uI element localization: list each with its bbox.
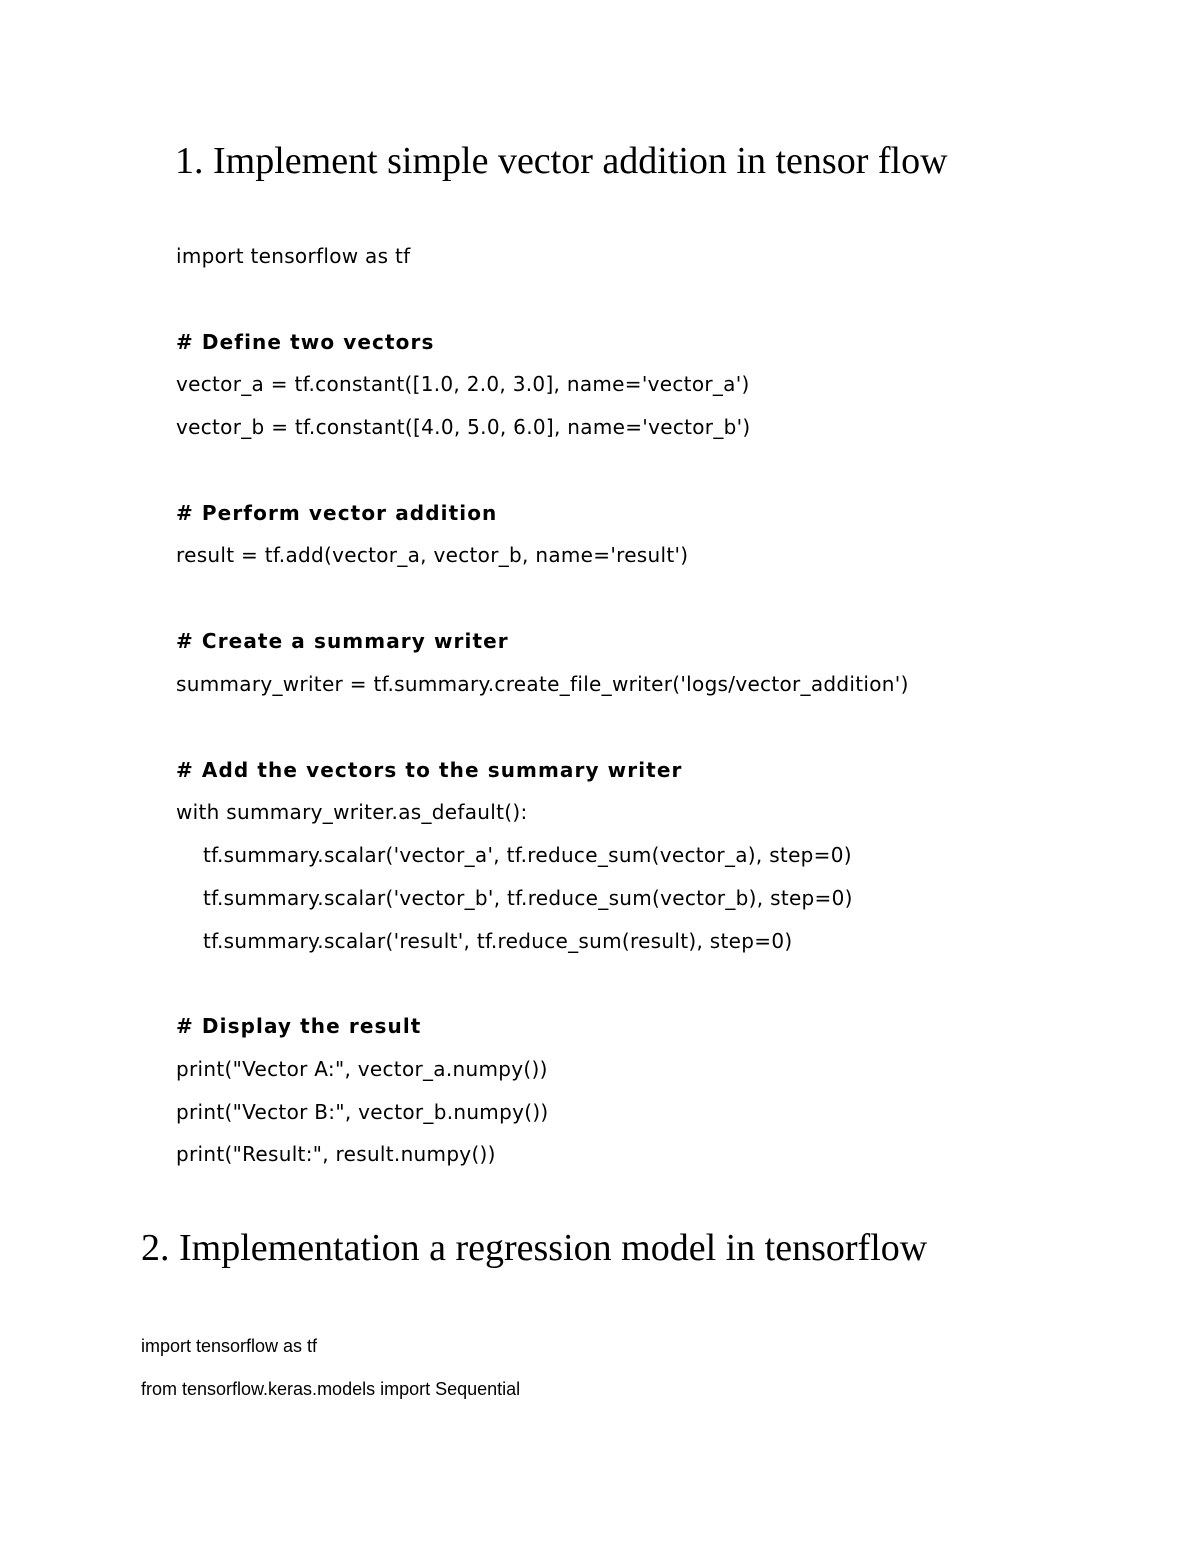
code-comment-perform-addition: # Perform vector addition <box>176 501 498 525</box>
code-line-scalar-vector-a: tf.summary.scalar('vector_a', tf.reduce_sum(vector_a), step=0) <box>203 843 852 867</box>
code-line-import: import tensorflow as tf <box>176 244 411 268</box>
code-line-result: result = tf.add(vector_a, vector_b, name='result') <box>176 543 689 567</box>
code-line-with-block: with summary_writer.as_default(): <box>176 800 528 824</box>
code-comment-display-result: # Display the result <box>176 1014 422 1038</box>
code-line-scalar-vector-b: tf.summary.scalar('vector_b', tf.reduce_sum(vector_b), step=0) <box>203 886 853 910</box>
code-comment-define-vectors: # Define two vectors <box>176 330 435 354</box>
code-line-keras-import: from tensorflow.keras.models import Sequential <box>141 1379 521 1399</box>
code-line-print-vector-b: print("Vector B:", vector_b.numpy()) <box>176 1100 549 1124</box>
code-line-summary-writer: summary_writer = tf.summary.create_file_writer('logs/vector_addition') <box>176 672 909 696</box>
code-comment-summary-writer: # Create a summary writer <box>176 629 509 653</box>
code-comment-add-vectors: # Add the vectors to the summary writer <box>176 758 683 782</box>
code-line-print-result: print("Result:", result.numpy()) <box>176 1142 496 1166</box>
code-line-import-2: import tensorflow as tf <box>141 1336 318 1356</box>
code-line-scalar-result: tf.summary.scalar('result', tf.reduce_sum(result), step=0) <box>203 929 793 953</box>
section-1-heading: 1. Implement simple vector addition in tensor flow <box>175 140 948 182</box>
code-line-vector-a: vector_a = tf.constant([1.0, 2.0, 3.0], name='vector_a') <box>176 372 750 396</box>
code-line-print-vector-a: print("Vector A:", vector_a.numpy()) <box>176 1057 548 1081</box>
section-2-heading: 2. Implementation a regression model in tensorflow <box>141 1227 928 1269</box>
code-line-vector-b: vector_b = tf.constant([4.0, 5.0, 6.0], name='vector_b') <box>176 415 751 439</box>
